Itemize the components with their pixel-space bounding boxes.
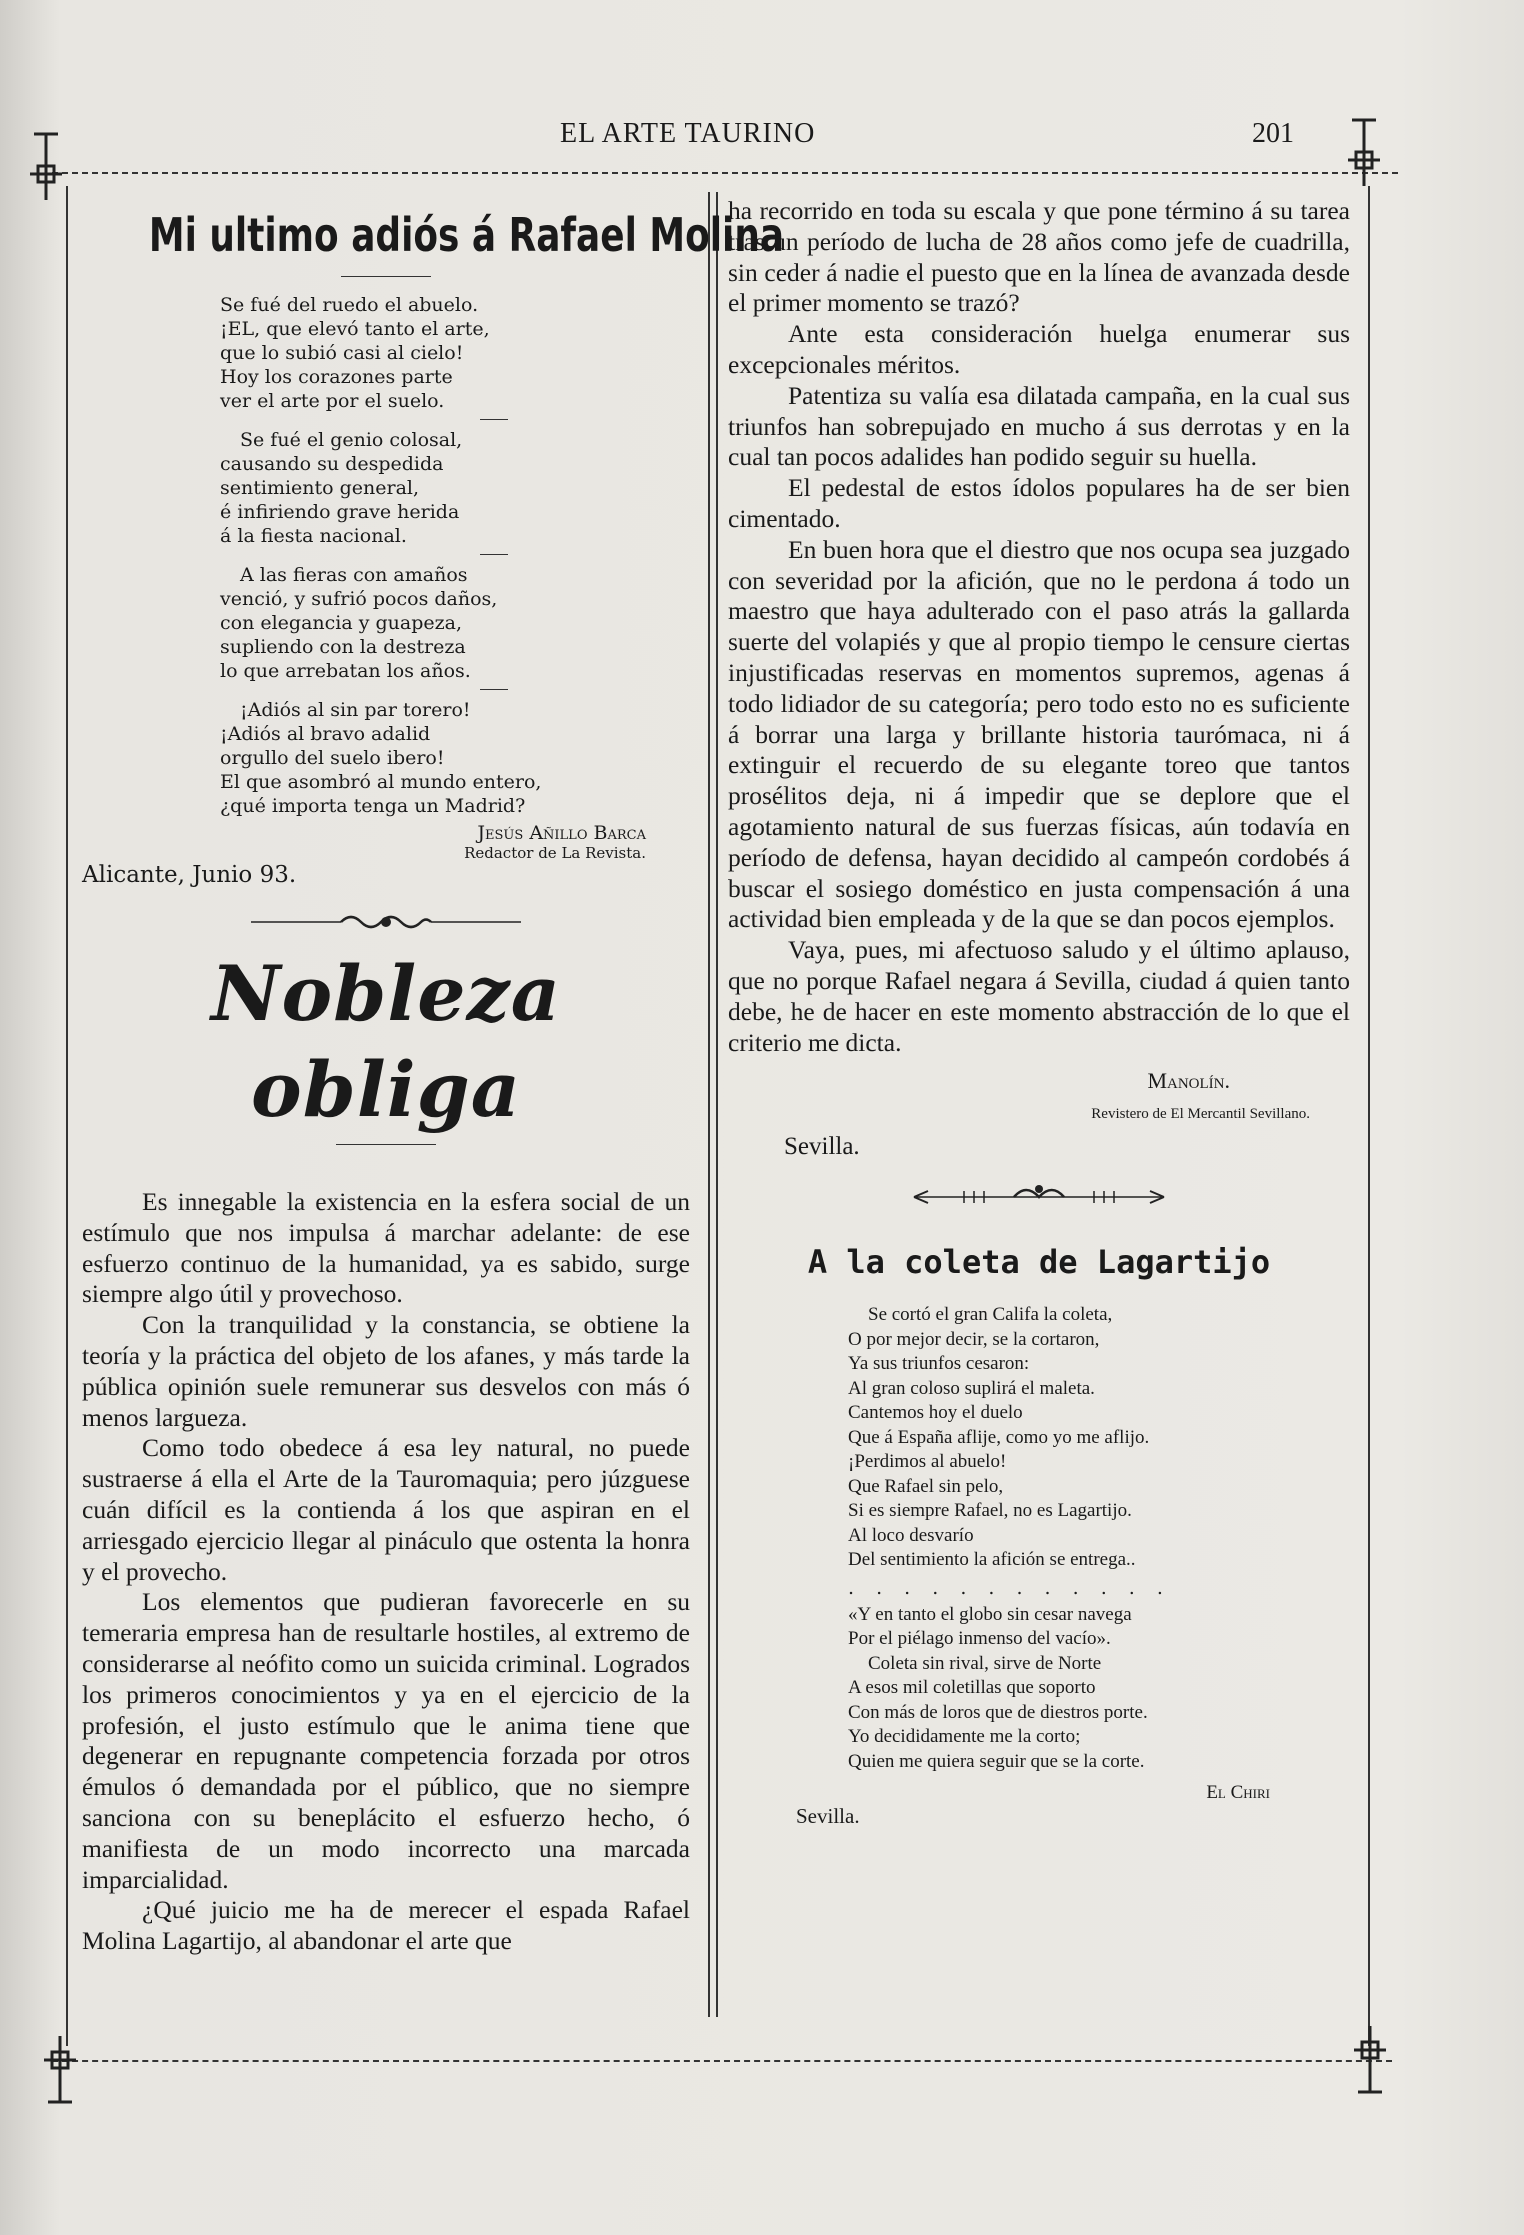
paragraph: ¿Qué juicio me ha de merecer el espada Rafael Molina Lagartijo, al abandonar el arte que [82,1895,690,1956]
poem-1 [220,293,690,818]
verse-line: venció, y sufrió pocos daños, [220,588,498,610]
verse-line: Yo decididamente me la corto; [848,1726,1081,1748]
stanza-separator [480,554,508,555]
verse-line: «Y en tanto el globo sin cesar navega [848,1603,1132,1625]
poem-1-author-note: Redactor de La Revista. [464,844,646,862]
corner-ornament-top-right [1344,118,1384,188]
verse-line: El que asombró al mundo entero, [220,771,542,793]
article-body-right [728,196,1350,1058]
poem-1-stanza [220,698,690,818]
corner-ornament-top-left [26,132,66,202]
verse-line: Con más de loros que de diestros porte. [848,1701,1148,1723]
column-divider [708,192,718,2017]
verse-line: Si es siempre Rafael, no es Lagartijo. [848,1500,1132,1522]
poem-1-stanza [220,563,690,683]
verse-line: Cantemos hoy el duelo [848,1402,1023,1424]
frame-top-rule [52,172,1398,174]
poem-2-continued [848,1603,1350,1775]
page-number: 201 [1252,118,1294,149]
flourish-divider [82,912,690,936]
verse-line: causando su despedida [220,453,444,475]
verse-line: Por el piélago inmenso del vacío». [848,1628,1111,1650]
verse-line: orgullo del suelo ibero! [220,747,445,769]
poem-1-stanza [220,293,690,413]
verse-line: ¡Perdimos al abuelo! [848,1451,1007,1473]
paragraph: En buen hora que el diestro que nos ocupa sea juzgado con severidad por la afición, que no le perdona á todo un maestro que haya adulterado con el paso atrás la gallarda suerte del volapiés y que al propio tiempo le censure ciertas injustificadas reservas en momentos supremos, agenas á todo lidiador de su categoría; pero todo esto no es suficiente á borrar una larga y brillante historia taurómaca, ni á extinguir el recuerdo de su elegante toreo que tantos prosélitos deja, ni á impedir que se deplore que el agotamiento natural de sus fuerzas físicas, aún todavía en período de defensa, hayan decidido al campeón cordobés á buscar el sosiego doméstico en justa compensación á una actividad bien empleada y de la que se dan pocos ejemplos. [728,534,1350,934]
article-author-note: Revistero de El Mercantil Sevillano. [1091,1106,1310,1123]
article-author: Manolín. [1147,1068,1230,1094]
paragraph: Como todo obedece á esa ley natural, no puede sustraerse á ella el Arte de la Tauromaquia; pero júzguese cuán difícil es la contienda á los que aspiran en el arriesgado ejercicio llegar al pináculo que ostenta la honra y el provecho. [82,1433,690,1586]
verse-line: Se cortó el gran Califa la coleta, [868,1304,1113,1326]
verse-line: é infiriendo grave herida [220,501,460,523]
poem-1-author: Jesús Añillo Barca [477,822,646,844]
verse-line: ¡EL, que elevó tanto el arte, [220,318,490,340]
stanza-separator [480,689,508,690]
running-head: EL ARTE TAURINO [560,118,816,149]
stanza-separator [480,419,508,420]
ellipsis-line: . . . . . . . . . . . . [848,1576,1171,1599]
poem-2-author: El Chiri [1206,1782,1270,1804]
article-body-left [82,1187,690,1957]
verse-line: Hoy los corazones parte [220,366,453,388]
paragraph: El pedestal de estos ídolos populares ha de ser bien cimentado. [728,473,1350,533]
frame-bottom-rule [52,2060,1392,2062]
verse-line: Ya sus triunfos cesaron: [848,1353,1030,1375]
poem-1-stanza [220,428,690,548]
verse-line: sentimiento general, [220,477,420,499]
flourish-ornament-icon [904,1183,1174,1209]
poem-1-place-date: Alicante, Junio 93. [82,862,297,888]
frame-left-rule [66,186,68,2046]
poem-2-title: A la coleta de Lagartijo [807,1243,1271,1282]
paragraph: Los elementos que pudieran favorecerle en su temeraria empresa han de resultarle hostiles, al extremo de considerarse al neófito como un suicida criminal. Logrados los primeros conocimientos y ya en el ejercicio de la profesión, el justo estímulo que le anima tiene que degenerar en repugnante competencia forzada por otros émulos ó demandada por el público, que no siempre sanciona con su beneplácito el esfuerzo hecho, ó manifiesta de un modo incorrecto una marcada imparcialidad. [82,1587,690,1894]
poem-1-title: Mi ultimo adiós á Rafael Molina [148,208,785,262]
verse-line: Al loco desvarío [848,1524,974,1546]
verse-line: Coleta sin rival, sirve de Norte [868,1652,1102,1674]
article-place: Sevilla. [784,1133,860,1161]
title-divider [341,276,431,277]
verse-line: O por mejor decir, se la cortaron, [848,1328,1100,1350]
flourish-ornament-icon [251,912,521,932]
corner-ornament-bottom-left [40,2034,80,2104]
verse-line: ver el arte por el suelo. [220,390,445,412]
verse-line: Se fué el genio colosal, [240,429,463,451]
left-column [82,196,785,1957]
verse-line: Se fué del ruedo el abuelo. [220,294,479,316]
corner-ornament-bottom-right [1350,2024,1390,2094]
verse-line: Quien me quiera seguir que se la corte. [848,1750,1145,1772]
flourish-divider [728,1183,1350,1213]
right-column [728,196,1350,1829]
verse-line: á la fiesta nacional. [220,525,407,547]
paragraph: Con la tranquilidad y la constancia, se obtiene la teoría y la práctica del objeto de los afanes, y más tarde la pública opinión suele remunerar sus desvelos con más ó menos largueza. [82,1310,690,1432]
poem-2 [848,1303,1350,1573]
paragraph: Es innegable la existencia en la esfera social de un estímulo que nos impulsa á marchar adelante: de ese esfuerzo continuo de la humanidad, ya es sabido, surge siempre algo útil y provechoso. [82,1187,690,1309]
verse-line: ¿qué importa tenga un Madrid? [220,795,526,817]
paragraph: Vaya, pues, mi afectuoso saludo y el último aplauso, que no porque Rafael negara á Sevilla, ciudad á quien tanto debe, he de hacer en este momento abstracción de lo que el criterio me dicta. [728,935,1350,1057]
verse-line: ¡Adiós al bravo adalid [220,723,431,745]
poem-2-place: Sevilla. [796,1804,860,1829]
verse-line: Del sentimiento la afición se entrega.. [848,1549,1136,1571]
article-title: Nobleza obliga [211,949,561,1134]
verse-line: con elegancia y guapeza, [220,612,463,634]
paragraph: Patentiza su valía esa dilatada campaña, en la cual sus triunfos han sobrepujado en mucho á sus derrotas y en la cual tan pocos adalides han podido seguir su huella. [728,380,1350,472]
verse-line: supliendo con la destreza [220,636,466,658]
verse-line: Al gran coloso suplirá el maleta. [848,1377,1095,1399]
verse-line: A esos mil coletillas que soporto [848,1677,1096,1699]
title-divider [336,1144,436,1145]
paragraph: ha recorrido en toda su escala y que pone término á su tarea tras un período de lucha de 28 años como jefe de cuadrilla, sin ceder á nadie el puesto que en la línea de avanzada desde el primer momento se trazó? [728,196,1350,318]
verse-line: ¡Adiós al sin par torero! [240,699,471,721]
paragraph: Ante esta consideración huelga enumerar sus excepcionales méritos. [728,319,1350,379]
verse-line: Que Rafael sin pelo, [848,1475,1004,1497]
frame-right-rule [1368,186,1370,2046]
verse-line: A las fieras con amaños [240,564,468,586]
verse-line: lo que arrebatan los años. [220,660,471,682]
verse-line: Que á España aflije, como yo me aflijo. [848,1426,1150,1448]
verse-line: que lo subió casi al cielo! [220,342,464,364]
